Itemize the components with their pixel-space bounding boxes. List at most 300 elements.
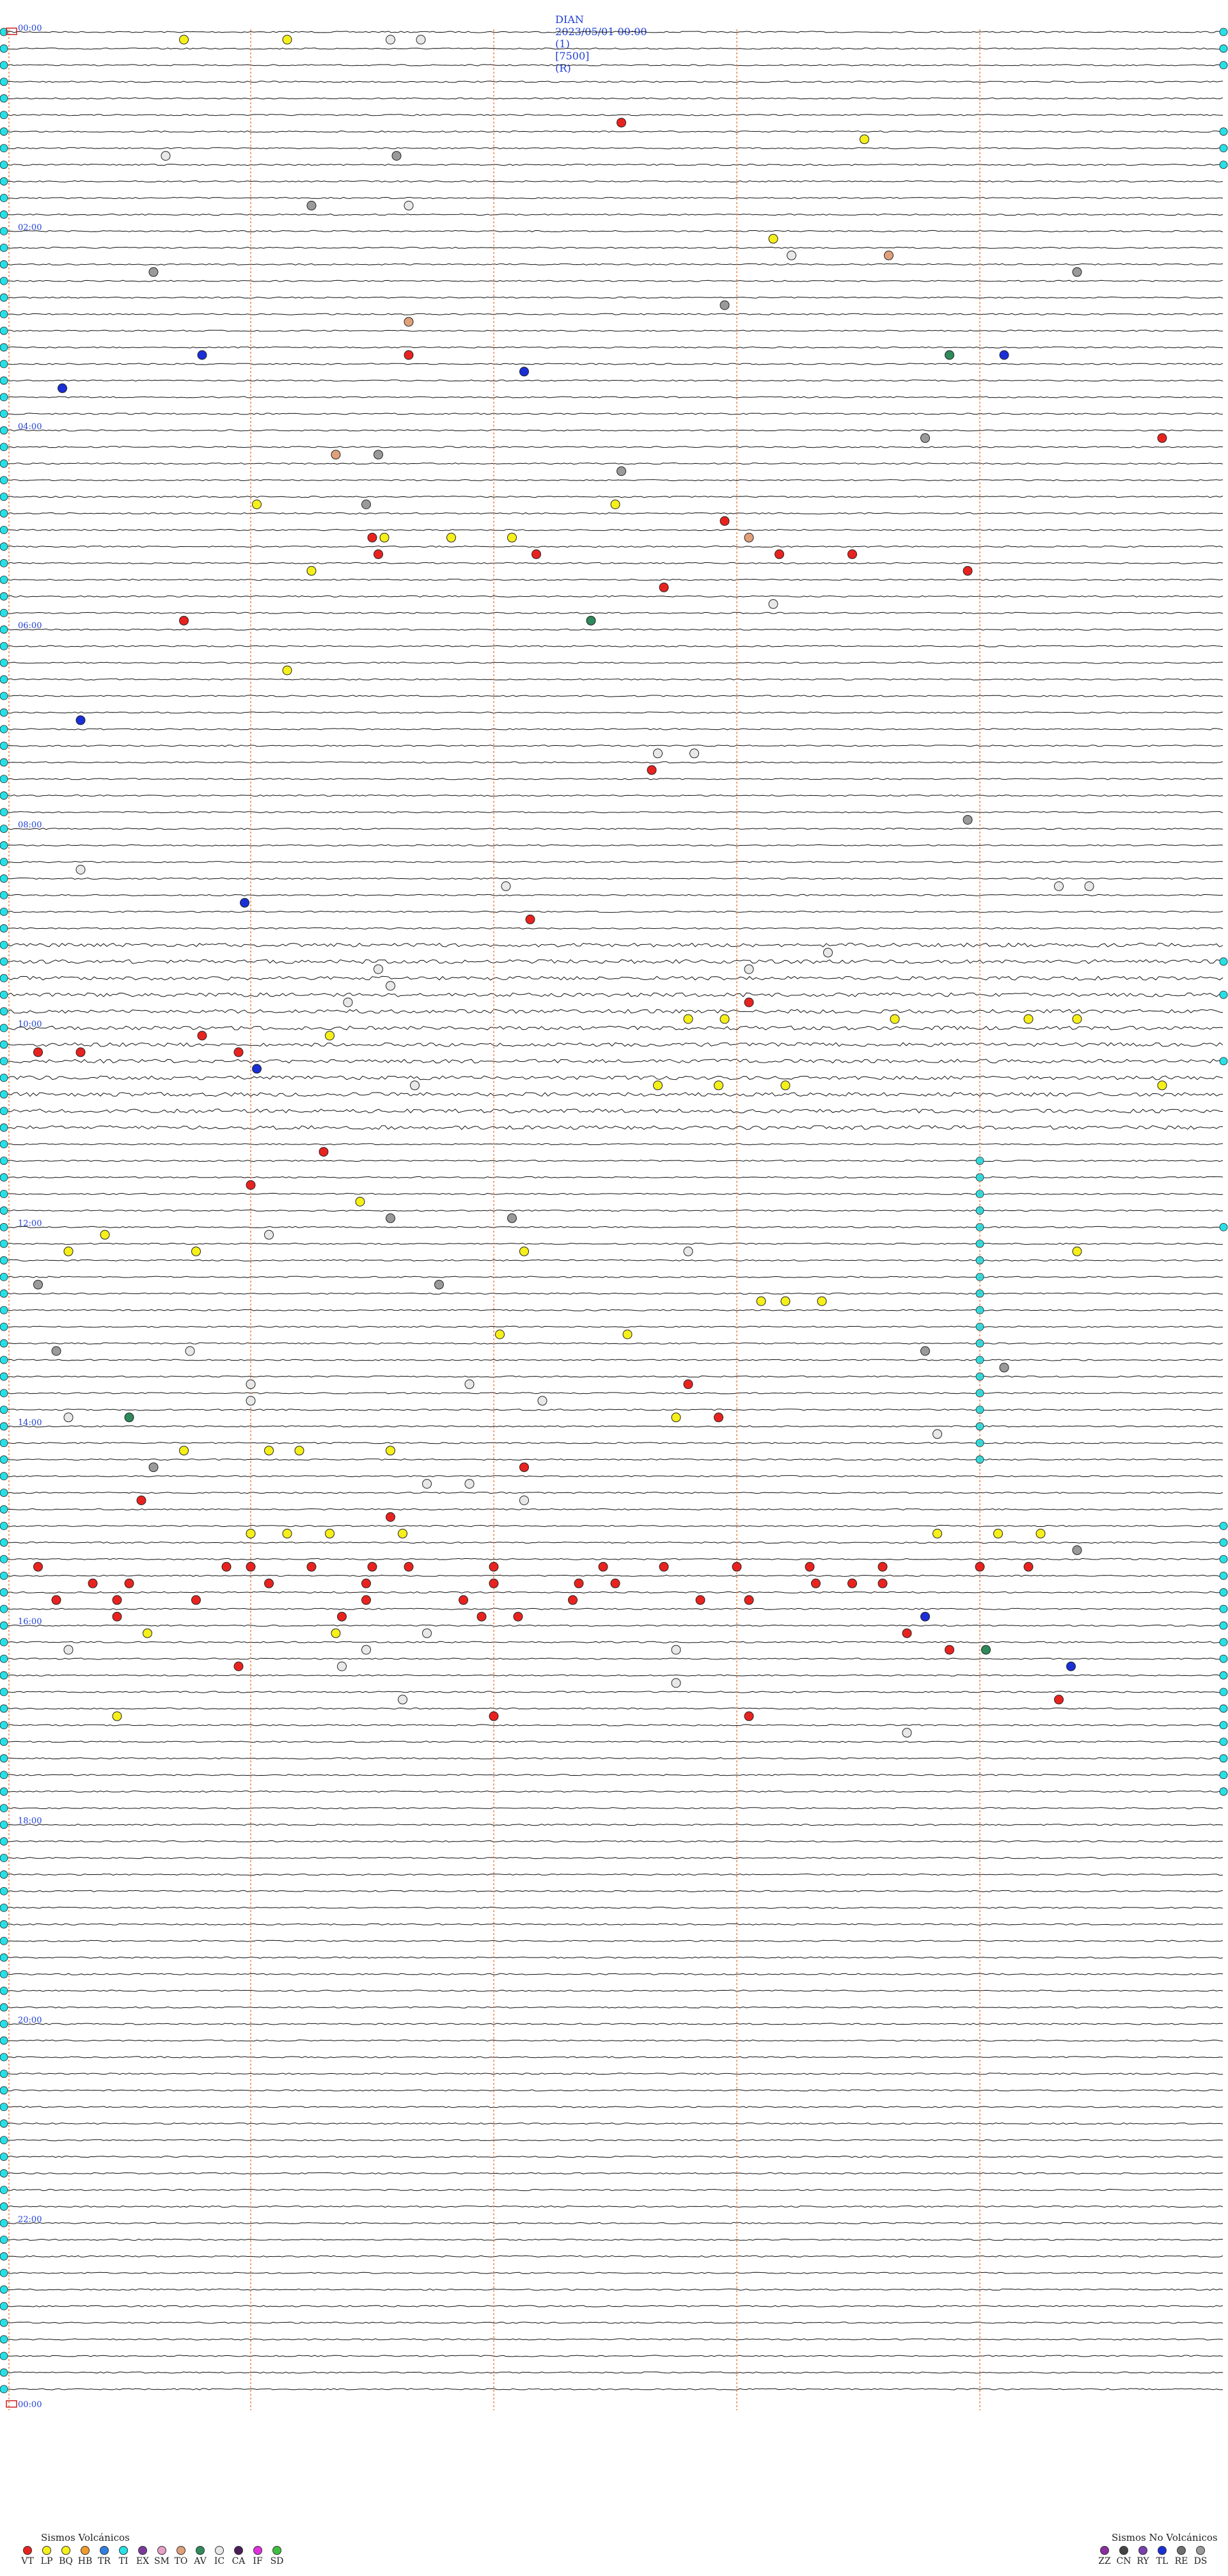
event-marker-vt	[125, 1579, 134, 1588]
time-label: 06:00	[18, 621, 42, 631]
legend-dot-zz	[1100, 2546, 1109, 2555]
event-marker-tl	[76, 716, 85, 725]
trace-line	[8, 1774, 1223, 1776]
line-status-marker	[0, 908, 8, 915]
trace-line	[8, 2106, 1223, 2108]
event-marker-vt	[963, 566, 972, 575]
line-status-marker	[0, 1356, 8, 1364]
trace-line	[8, 2156, 1223, 2158]
line-status-marker	[0, 1805, 8, 1812]
trace-line	[8, 2140, 1223, 2141]
line-status-marker	[0, 1473, 8, 1480]
trace-line	[8, 679, 1223, 680]
line-status-marker	[0, 310, 8, 318]
trace-line	[8, 2206, 1223, 2207]
station-name: DIAN	[555, 13, 584, 26]
event-marker-lp	[611, 500, 620, 509]
legend-code-cn: CN	[1116, 2556, 1131, 2566]
legend-code-tl: TL	[1156, 2556, 1169, 2566]
trace-line	[8, 1426, 1223, 1427]
event-marker-vt	[34, 1048, 43, 1057]
trace-line	[8, 546, 1223, 547]
trace-line	[8, 1608, 1223, 1609]
event-marker-ds	[508, 1213, 517, 1222]
trace-line	[8, 795, 1223, 796]
trace-line	[8, 562, 1223, 564]
line-status-marker	[0, 1538, 8, 1546]
line-status-marker	[0, 891, 8, 899]
event-marker-ic	[265, 1230, 274, 1239]
line-status-marker	[0, 2252, 8, 2260]
time-label: 02:00	[18, 223, 42, 233]
line-status-marker	[0, 1555, 8, 1563]
legend-code-to: TO	[174, 2556, 188, 2566]
trace-line	[8, 48, 1223, 49]
line-status-marker	[0, 858, 8, 866]
line-status-marker	[0, 2385, 8, 2393]
line-status-marker	[0, 2236, 8, 2243]
line-status-marker	[0, 2120, 8, 2128]
trace-line	[8, 645, 1223, 647]
event-marker-lp	[113, 1712, 122, 1721]
event-marker-vt	[113, 1595, 122, 1604]
event-marker-ds	[34, 1280, 43, 1289]
time-label-end: 00:00	[18, 2400, 42, 2410]
line-status-marker	[0, 244, 8, 251]
right-status-marker	[1220, 958, 1227, 965]
event-marker-ic	[411, 1081, 420, 1090]
trace-line	[8, 1691, 1223, 1693]
trace-line	[8, 993, 1223, 997]
event-marker-vt	[902, 1629, 911, 1638]
event-marker-ds	[921, 434, 930, 443]
line-status-marker	[0, 410, 8, 418]
event-marker-vt	[265, 1579, 274, 1588]
time-label: 10:00	[18, 1020, 42, 1029]
legend-dot-cn	[1119, 2546, 1128, 2555]
trace-line	[8, 1808, 1223, 1809]
trace-line	[8, 1525, 1223, 1526]
trace-line	[8, 214, 1223, 215]
event-marker-lp	[1036, 1529, 1045, 1538]
line-status-marker	[0, 2286, 8, 2293]
trace-line	[8, 629, 1223, 630]
line-status-marker	[0, 1705, 8, 1712]
line-status-marker	[0, 210, 8, 218]
event-marker-vt	[459, 1595, 468, 1604]
trace-line	[8, 397, 1223, 398]
trace-line	[8, 1459, 1223, 1460]
line-status-marker	[0, 111, 8, 119]
time-label: 16:00	[18, 1617, 42, 1627]
line-status-marker	[0, 460, 8, 468]
event-marker-ic	[684, 1247, 693, 1256]
trace-line	[8, 2057, 1223, 2058]
trace-line	[8, 579, 1223, 580]
event-marker-vt	[684, 1380, 693, 1389]
event-marker-ic	[744, 965, 753, 974]
event-marker-vt	[137, 1496, 146, 1505]
line-status-marker	[0, 427, 8, 434]
legend-item-zz	[1095, 2546, 1114, 2566]
trace-line	[8, 1059, 1223, 1063]
trace-line	[8, 1243, 1223, 1244]
event-marker-tl	[253, 1064, 262, 1073]
legend-dot-ds	[1196, 2546, 1205, 2555]
trace-line	[8, 2189, 1223, 2190]
mode-label: (R)	[555, 62, 571, 74]
event-marker-tl	[58, 384, 67, 393]
event-marker-ds	[1073, 1545, 1082, 1554]
legend-item-lp	[37, 2546, 56, 2566]
trace-line	[8, 729, 1223, 730]
legend-item-cn	[1114, 2546, 1133, 2566]
line-status-marker	[0, 2302, 8, 2310]
event-marker-lp	[860, 135, 869, 144]
event-marker-ds	[392, 152, 401, 161]
event-marker-lp	[654, 1081, 663, 1090]
event-marker-vt	[659, 1562, 668, 1571]
right-status-marker	[1220, 1705, 1227, 1712]
trace-line	[8, 1758, 1223, 1759]
right-status-marker	[1220, 1538, 1227, 1546]
line-status-marker	[0, 344, 8, 351]
line-status-marker	[0, 78, 8, 86]
event-marker-ds	[963, 816, 972, 825]
line-status-marker	[0, 1190, 8, 1198]
event-marker-ic	[423, 1480, 432, 1489]
event-marker-ic	[386, 981, 395, 990]
trace-line	[8, 1924, 1223, 1925]
trace-line	[8, 612, 1223, 613]
right-status-marker	[1220, 1588, 1227, 1596]
event-marker-ic	[933, 1430, 942, 1439]
line-status-marker	[0, 61, 8, 69]
trace-line	[8, 1990, 1223, 1991]
line-status-marker	[0, 1638, 8, 1646]
event-marker-ic	[185, 1347, 194, 1355]
right-status-marker	[1220, 28, 1227, 36]
trace-line	[8, 1276, 1223, 1277]
event-marker-ic	[769, 599, 778, 608]
line-status-marker	[0, 477, 8, 484]
line-status-marker	[0, 1339, 8, 1347]
line-status-marker	[0, 1456, 8, 1464]
trace-line	[8, 513, 1223, 514]
event-marker-lp	[1073, 1015, 1082, 1023]
event-marker-bq	[769, 234, 778, 243]
time-label: 22:00	[18, 2215, 42, 2225]
event-marker-ic	[672, 1645, 681, 1654]
legend-item-hb	[75, 2546, 95, 2566]
event-marker-vt	[975, 1562, 984, 1571]
event-marker-vt	[222, 1562, 231, 1571]
legend-code-if: IF	[253, 2556, 263, 2566]
event-marker-ic	[538, 1396, 547, 1405]
legend-item-av	[191, 2546, 210, 2566]
line-status-marker	[0, 559, 8, 567]
event-marker-to	[744, 533, 753, 542]
trace-line	[8, 812, 1223, 813]
event-marker-lp	[720, 1015, 729, 1023]
event-marker-vt	[477, 1612, 486, 1621]
event-marker-vt	[514, 1612, 523, 1621]
line-status-marker	[0, 2037, 8, 2044]
trace-line	[8, 1076, 1223, 1080]
line-status-marker	[0, 1522, 8, 1530]
event-marker-lp	[100, 1230, 109, 1239]
legend-item-re	[1172, 2546, 1191, 2566]
event-marker-ic	[416, 35, 425, 44]
trace-line	[8, 1542, 1223, 1543]
trace-line	[8, 2289, 1223, 2290]
trace-line	[8, 976, 1223, 980]
trace-line	[8, 1210, 1223, 1211]
event-marker-lp	[326, 1031, 335, 1040]
legend-code-hb: HB	[77, 2556, 93, 2566]
line-status-marker	[0, 1887, 8, 1895]
line-status-marker	[0, 1389, 8, 1397]
event-marker-vt	[878, 1562, 887, 1571]
line-status-marker	[0, 377, 8, 384]
line-status-marker	[0, 1755, 8, 1762]
event-marker-vt	[1024, 1562, 1033, 1571]
event-marker-ds	[617, 467, 626, 476]
event-marker-ic	[787, 251, 796, 260]
trace-line	[8, 330, 1223, 331]
trace-line	[8, 1326, 1223, 1327]
trace-line	[8, 1890, 1223, 1892]
event-marker-vt	[307, 1562, 316, 1571]
event-marker-lp	[253, 500, 262, 509]
line-status-marker	[0, 825, 8, 833]
line-status-marker	[0, 1007, 8, 1015]
event-marker-ds	[386, 1213, 395, 1222]
event-marker-lp	[447, 533, 456, 542]
trace-line	[8, 2305, 1223, 2307]
line-status-marker	[0, 360, 8, 368]
event-marker-lp	[265, 1446, 274, 1455]
line-status-marker	[0, 941, 8, 949]
trace-line	[8, 2355, 1223, 2357]
trace-line	[8, 2322, 1223, 2323]
legend-item-vt	[18, 2546, 37, 2566]
event-marker-vt	[489, 1562, 498, 1571]
trace-line	[8, 1144, 1223, 1145]
trace-line	[8, 430, 1223, 431]
event-marker-vt	[362, 1595, 371, 1604]
trace-line	[8, 2007, 1223, 2008]
event-marker-tl	[1000, 351, 1009, 360]
legend-code-ry: RY	[1137, 2556, 1149, 2566]
trace-line	[8, 480, 1223, 481]
line-status-marker	[0, 626, 8, 633]
trace-line	[8, 313, 1223, 315]
trace-line	[8, 1476, 1223, 1477]
line-status-marker	[0, 526, 8, 534]
right-status-marker	[1220, 145, 1227, 152]
event-marker-vt	[246, 1562, 255, 1571]
trace-line	[8, 164, 1223, 166]
event-marker-vt	[945, 1645, 954, 1654]
line-status-marker	[0, 1174, 8, 1181]
trace-line	[8, 446, 1223, 448]
trace-line	[8, 894, 1223, 896]
legend-code-sd: SD	[270, 2556, 284, 2566]
line-status-marker	[0, 493, 8, 501]
line-status-marker	[0, 874, 8, 882]
trace-line	[8, 1592, 1223, 1593]
event-marker-to	[331, 450, 340, 459]
legend-item-ex	[133, 2546, 152, 2566]
event-marker-lp	[180, 1446, 189, 1455]
event-marker-bq	[520, 1247, 529, 1256]
line-status-marker	[0, 393, 8, 401]
trace-line	[8, 1109, 1223, 1113]
right-status-marker	[1220, 1223, 1227, 1231]
event-marker-lp	[295, 1446, 304, 1455]
event-marker-vt	[76, 1048, 85, 1057]
legend-item-if	[248, 2546, 267, 2566]
trace-line	[8, 115, 1223, 116]
legend-nonvolcanic-title: Sismos No Volcánicos	[1112, 2532, 1218, 2543]
trace-line	[8, 1725, 1223, 1726]
line-status-marker	[0, 1423, 8, 1430]
line-status-marker	[0, 2003, 8, 2011]
right-status-marker	[1220, 991, 1227, 999]
event-marker-vt	[113, 1612, 122, 1621]
trace-line	[8, 2239, 1223, 2240]
event-marker-vt	[34, 1562, 43, 1571]
legend-volcanic-block	[18, 2532, 312, 2570]
legend-code-ex: EX	[136, 2556, 150, 2566]
trace-line	[8, 1026, 1223, 1030]
legend-dot-to	[177, 2546, 185, 2555]
event-marker-vt	[368, 1562, 377, 1571]
event-marker-vt	[192, 1595, 201, 1604]
event-marker-ic	[1055, 881, 1064, 890]
event-marker-vt	[574, 1579, 583, 1588]
event-marker-ic	[338, 1662, 347, 1671]
right-status-marker	[1220, 161, 1227, 169]
line-status-marker	[0, 1588, 8, 1596]
time-label: 04:00	[18, 422, 42, 432]
legend-code-ti: TI	[118, 2556, 129, 2566]
line-status-marker	[0, 1240, 8, 1247]
legend-dot-ex	[138, 2546, 147, 2555]
line-status-marker	[0, 592, 8, 600]
trace-line	[8, 148, 1223, 149]
event-marker-lp	[283, 666, 292, 675]
event-marker-vt	[88, 1579, 97, 1588]
line-status-marker	[0, 1290, 8, 1297]
event-marker-lp	[246, 1529, 255, 1538]
line-status-marker	[0, 1688, 8, 1696]
event-marker-ic	[374, 965, 383, 974]
right-status-marker	[1220, 1622, 1227, 1629]
right-status-marker	[1220, 1572, 1227, 1579]
trace-line	[8, 264, 1223, 265]
event-marker-ds	[1073, 267, 1082, 276]
line-status-marker	[0, 2153, 8, 2161]
line-status-marker	[0, 1954, 8, 1961]
line-status-marker	[0, 1223, 8, 1231]
event-marker-vt	[611, 1579, 620, 1588]
legend-dot-tl	[1158, 2546, 1167, 2555]
event-marker-vt	[647, 766, 656, 775]
line-status-marker	[0, 1107, 8, 1115]
line-status-marker	[0, 2020, 8, 2028]
trace-line	[8, 1558, 1223, 1560]
event-marker-ic	[520, 1496, 529, 1505]
event-marker-lp	[890, 1015, 899, 1023]
legend-code-ic: IC	[214, 2556, 225, 2566]
event-marker-lp	[143, 1629, 152, 1638]
event-marker-ic	[386, 35, 395, 44]
trace-line	[8, 828, 1223, 830]
trace-line	[8, 2123, 1223, 2124]
event-marker-lp	[283, 35, 292, 44]
line-status-marker	[0, 742, 8, 750]
trace-line	[8, 1359, 1223, 1361]
trace-line	[8, 230, 1223, 232]
trace-line	[8, 1492, 1223, 1494]
line-status-marker	[0, 1622, 8, 1629]
legend-item-tl	[1153, 2546, 1172, 2566]
legend-dot-vt	[23, 2546, 32, 2555]
event-marker-lp	[192, 1247, 201, 1256]
line-status-marker	[0, 327, 8, 335]
event-marker-vt	[404, 351, 413, 360]
trace-line	[8, 380, 1223, 381]
trace-line	[8, 1509, 1223, 1510]
legend-dot-lp	[42, 2546, 51, 2555]
trace-line	[8, 2090, 1223, 2091]
trace-line	[8, 529, 1223, 530]
trace-line	[8, 861, 1223, 862]
legend-item-tr	[95, 2546, 114, 2566]
trace-line	[8, 1376, 1223, 1377]
line-status-marker	[0, 1904, 8, 1911]
legend-item-ti	[114, 2546, 133, 2566]
trace-line	[8, 1309, 1223, 1311]
trace-line	[8, 1658, 1223, 1659]
event-marker-lp	[623, 1330, 632, 1339]
trace-line	[8, 413, 1223, 415]
line-status-marker	[0, 1738, 8, 1746]
event-marker-to	[885, 251, 893, 260]
trace-line	[8, 943, 1223, 947]
event-marker-vt	[732, 1562, 741, 1571]
trace-line	[8, 2173, 1223, 2174]
event-marker-lp	[757, 1297, 766, 1306]
event-marker-lp	[1158, 1081, 1167, 1090]
line-status-marker	[0, 609, 8, 617]
right-status-marker	[1220, 1738, 1227, 1746]
line-status-marker	[0, 1256, 8, 1264]
line-status-marker	[0, 1937, 8, 1945]
trace-line	[8, 928, 1223, 929]
legend-volcanic-title: Sismos Volcánicos	[41, 2532, 130, 2543]
trace-line	[8, 712, 1223, 713]
event-marker-ic	[362, 1645, 371, 1654]
event-marker-ds	[921, 1347, 930, 1355]
trace-line	[8, 1874, 1223, 1875]
event-marker-ic	[246, 1396, 255, 1405]
trace-line	[8, 347, 1223, 348]
event-marker-ic	[64, 1413, 73, 1422]
event-marker-vt	[180, 616, 189, 625]
